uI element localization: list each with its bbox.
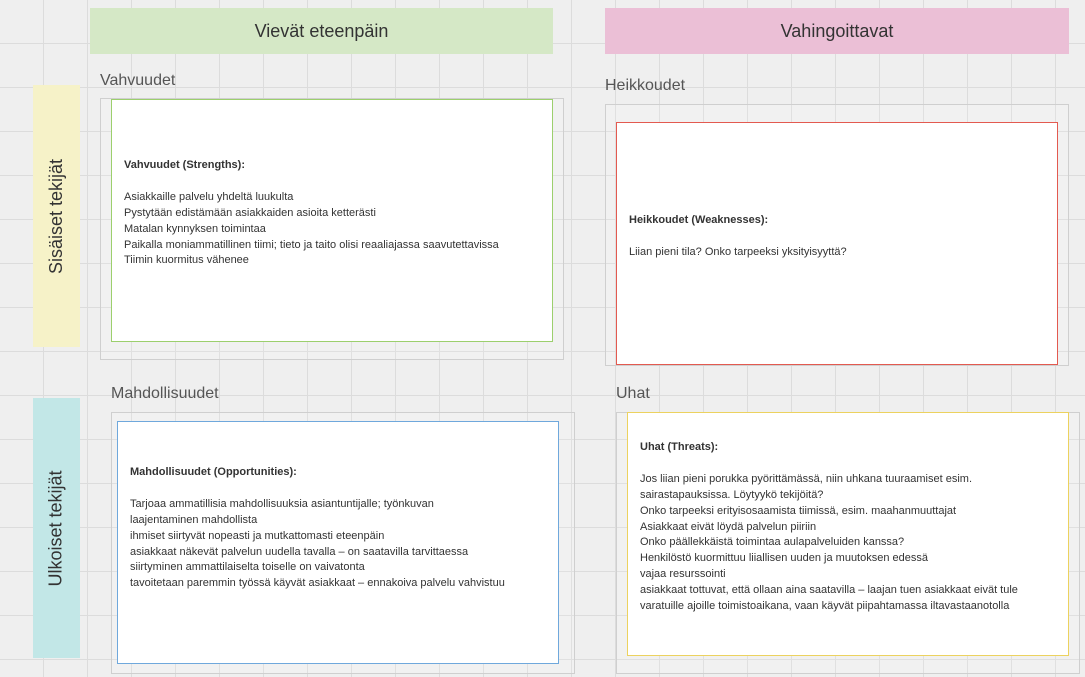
frame-title-strengths: Vahvuudet xyxy=(100,72,176,89)
note-line: Asiakkaat eivät löydä palvelun piiriin xyxy=(640,520,817,533)
note-title: Heikkoudet (Weaknesses): xyxy=(629,214,769,226)
note-line: asiakkaat näkevät palvelun uudella tavalla – on saatavilla tarvittaessa xyxy=(130,545,469,558)
note-title: Vahvuudet (Strengths): xyxy=(124,159,246,171)
note-line: Onko tarpeeksi erityisosaamista tiimissä, esim. maahanmuuttajat xyxy=(640,504,957,517)
note-line: Asiakkaille palvelu yhdeltä luukulta xyxy=(124,190,294,203)
note-line: Pystytään edistämään asiakkaiden asioita ketterästi xyxy=(124,206,376,219)
note-line: Matalan kynnyksen toimintaa xyxy=(124,222,266,235)
sticky-note-weaknesses[interactable] xyxy=(616,122,1058,365)
note-line: Onko päällekkäistä toimintaa aulapalveluiden kanssa? xyxy=(640,536,905,549)
note-line: Liian pieni tila? Onko tarpeeksi yksityisyyttä? xyxy=(629,245,847,258)
sticky-note-threats[interactable] xyxy=(627,412,1069,656)
note-line: asiakkaat tottuvat, että ollaan aina saatavilla – laajan tuen asiakkaat eivät tule xyxy=(640,584,1018,597)
header-vahingoittavat[interactable] xyxy=(605,8,1069,54)
header-left-label: Vievät eteenpäin xyxy=(254,20,389,41)
note-line: siirtyminen ammattilaiselta toiselle on vaivatonta xyxy=(130,561,365,574)
side-bottom-label: Ulkoiset tekijät xyxy=(46,469,67,587)
frame-title-threats: Uhat xyxy=(616,385,650,402)
note-line: Henkilöstö kuormittuu liiallisen uuden ja muutoksen edessä xyxy=(640,552,928,565)
note-line: ihmiset siirtyvät nopeasti ja mutkattomasti eteenpäin xyxy=(130,529,385,542)
side-top-label: Sisäiset tekijät xyxy=(46,158,66,274)
header-vievat-eteenpain[interactable] xyxy=(90,8,553,54)
side-label-sisaiset[interactable] xyxy=(33,85,80,347)
note-line: varatuille ajoille toimistoaikana, vaan käyvät piipahtamassa iltavastaanotolla xyxy=(640,600,1010,613)
note-line: Tiimin kuormitus vähenee xyxy=(124,254,249,267)
header-right-label: Vahingoittavat xyxy=(780,20,894,41)
note-line: vajaa resurssointi xyxy=(640,568,726,581)
sticky-note-opportunities[interactable] xyxy=(117,421,559,664)
frame-title-weaknesses: Heikkoudet xyxy=(605,77,686,94)
note-line: tavoitetaan paremmin työssä käyvät asiakkaat – ennakoiva palvelu vahvistuu xyxy=(130,577,505,590)
note-line: Tarjoaa ammatillisia mahdollisuuksia asiantuntijalle; työnkuvan xyxy=(130,497,434,510)
note-line: Jos liian pieni porukka pyörittämässä, niin uhkana tuuraamiset esim. xyxy=(640,472,972,485)
note-title: Mahdollisuudet (Opportunities): xyxy=(130,466,297,478)
frame-title-opportunities: Mahdollisuudet xyxy=(111,385,219,402)
side-label-ulkoiset[interactable] xyxy=(33,398,80,658)
note-line: laajentaminen mahdollista xyxy=(130,513,258,526)
sticky-note-strengths[interactable] xyxy=(111,99,553,342)
note-title: Uhat (Threats): xyxy=(640,441,719,453)
note-line: Paikalla moniammatillinen tiimi; tieto ja taito olisi reaaliajassa saavutettavissa xyxy=(124,238,499,251)
note-line: sairastapauksissa. Löytyykö tekijöitä? xyxy=(640,488,824,501)
